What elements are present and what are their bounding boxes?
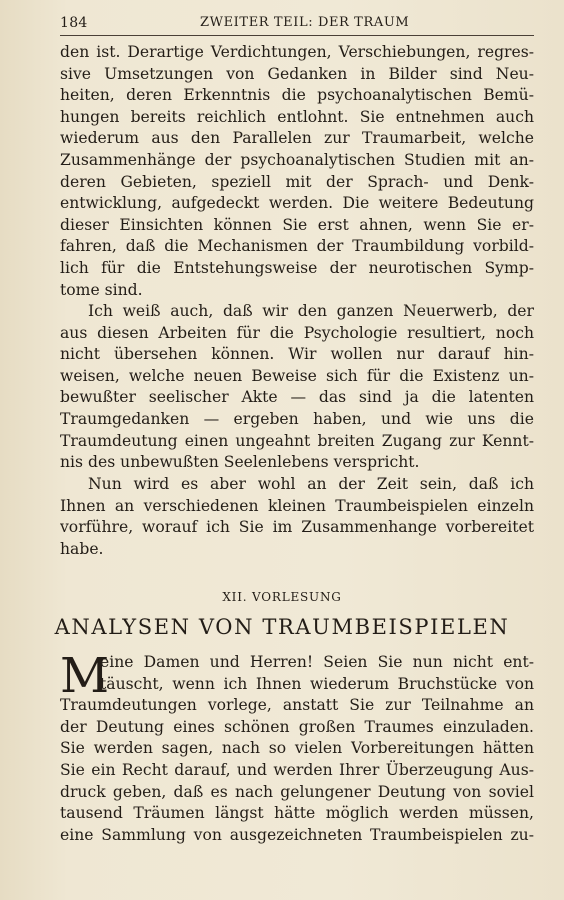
drop-cap: M	[60, 648, 110, 704]
chapter-title: ANALYSEN VON TRAUMBEISPIELEN	[54, 615, 510, 639]
text-line: heiten, deren Erkenntnis die psychoanalytischen Bemü-	[60, 86, 534, 105]
text-line: Sie ein Recht darauf, und werden Ihrer Überzeugung Aus-	[60, 760, 534, 779]
text-line: entwicklung, aufgedeckt werden. Die weitere Bedeutung	[60, 194, 534, 213]
text-line: eine Damen und Herren! Seien Sie nun nicht ent-	[100, 653, 534, 671]
text-line: den ist. Derartige Verdichtungen, Verschiebungen, regres-	[60, 43, 534, 61]
text-line: Traumdeutungen vorlege, anstatt Sie zur Teilnahme an	[60, 696, 534, 715]
paragraph-3	[60, 474, 534, 560]
text-line: tome sind.	[60, 280, 143, 299]
text-line: druck geben, daß es nach gelungener Deutung von soviel	[60, 782, 534, 801]
page-number: 184	[60, 15, 88, 31]
text-line: Nun wird es aber wohl an der Zeit sein, daß ich	[88, 475, 534, 493]
paragraph-continuation	[60, 42, 534, 301]
text-line: sive Umsetzungen von Gedanken in Bilder sind Neu-	[60, 64, 534, 83]
text-line: fahren, daß die Mechanismen der Traumbildung vorbild-	[60, 237, 534, 256]
text-line: Traumdeutung einen ungeahnt breiten Zugang zur Kennt-	[60, 431, 534, 450]
text-line: aus diesen Arbeiten für die Psychologie resultiert, noch	[60, 323, 534, 342]
text-line: eine Sammlung von ausgezeichneten Traumbeispielen zu-	[60, 825, 534, 844]
text-line: lich für die Entstehungsweise der neurotischen Symp-	[60, 258, 534, 277]
text-line: wiederum aus den Parallelen zur Traumarbeit, welche	[60, 129, 534, 148]
lecture-label: XII. VORLESUNG	[222, 590, 342, 604]
text-line: hungen bereits reichlich entlohnt. Sie entnehmen auch	[60, 107, 534, 126]
text-line: habe.	[60, 539, 104, 558]
text-line: Sie werden sagen, nach so vielen Vorbereitungen hätten	[60, 739, 534, 758]
text-line: dieser Einsichten können Sie erst ahnen, wenn Sie er-	[60, 215, 534, 234]
text-line: vorführe, worauf ich Sie im Zusammenhange vorbereitet	[60, 518, 534, 537]
text-line: Zusammenhänge der psychoanalytischen Studien mit an-	[60, 150, 534, 169]
text-line: Traumgedanken — ergeben haben, und wie uns die	[60, 409, 534, 428]
running-head: ZWEITER TEIL: DER TRAUM	[200, 15, 410, 30]
paragraph-2	[60, 301, 534, 474]
text-line: deren Gebieten, speziell mit der Sprach- und Denk-	[60, 172, 534, 191]
text-line: Ihnen an verschiedenen kleinen Traumbeispielen einzeln	[60, 496, 534, 515]
text-line: Ich weiß auch, daß wir den ganzen Neuerwerb, der	[88, 302, 534, 320]
text-line: täuscht, wenn ich Ihnen wiederum Bruchstücke von	[100, 674, 534, 693]
text-line: tausend Träumen längst hätte möglich werden müssen,	[60, 804, 534, 823]
chapter-opening-paragraph	[60, 648, 534, 846]
text-line: nis des unbewußten Seelenlebens verspricht.	[60, 453, 420, 472]
page-header	[60, 15, 534, 36]
text-line: weisen, welche neuen Beweise sich für die Existenz un-	[60, 366, 534, 385]
text-line: der Deutung eines schönen großen Traumes einzuladen.	[60, 717, 534, 736]
text-line: bewußter seelischer Akte — das sind ja die latenten	[60, 388, 534, 407]
text-line: nicht übersehen können. Wir wollen nur darauf hin-	[60, 345, 534, 364]
